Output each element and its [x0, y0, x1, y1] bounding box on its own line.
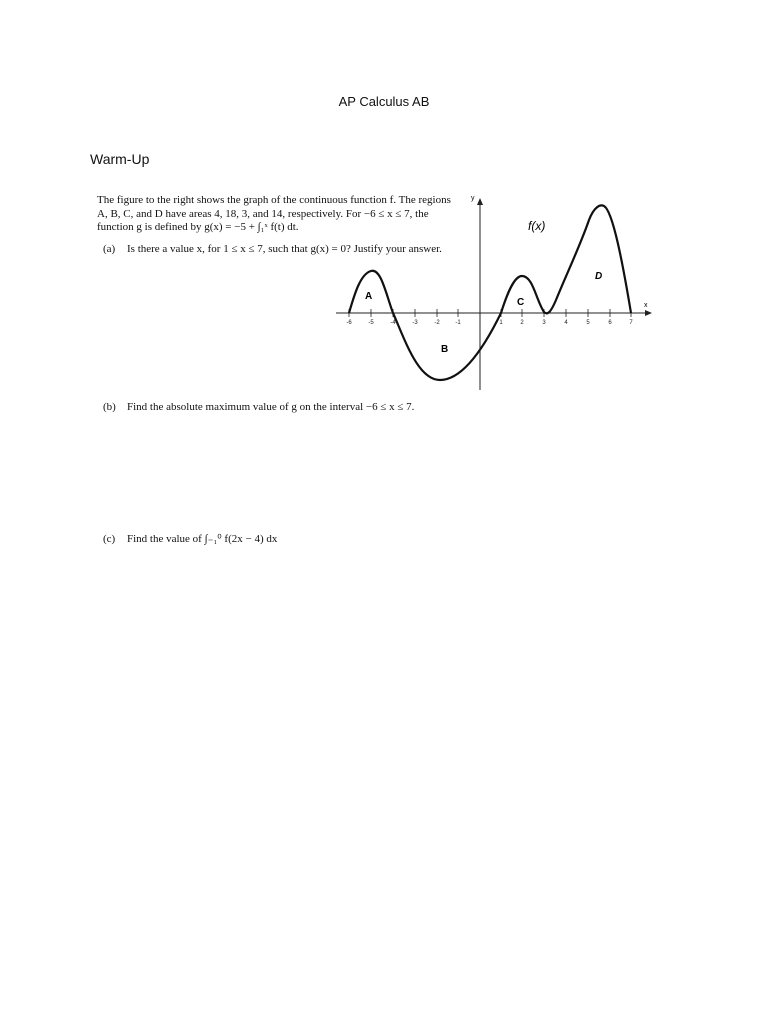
tick-label-neg4: -4	[390, 320, 396, 326]
region-label-b: B	[441, 344, 449, 355]
part-a-text: Is there a value x, for 1 ≤ x ≤ 7, such that g(x) = 0? Justify your answer.	[127, 243, 442, 255]
region-label-d: D	[595, 271, 603, 282]
function-graph	[330, 190, 660, 395]
part-a-label: (a)	[103, 243, 116, 255]
region-label-c: C	[517, 297, 525, 308]
part-b-text: Find the absolute maximum value of g on the interval −6 ≤ x ≤ 7.	[127, 401, 415, 413]
tick-label-neg2: -2	[434, 320, 440, 326]
document-title: AP Calculus AB	[338, 94, 430, 109]
part-b-label: (b)	[103, 401, 116, 413]
tick-label-3: 3	[542, 320, 546, 326]
section-heading: Warm-Up	[90, 151, 150, 167]
x-axis-arrow-icon	[645, 310, 652, 316]
function-label: f(x)	[528, 219, 546, 233]
tick-label-neg6: -6	[346, 320, 352, 326]
tick-label-neg1: -1	[455, 320, 461, 326]
tick-label-1: 1	[499, 320, 503, 326]
tick-label-4: 4	[564, 320, 568, 326]
x-axis-label: x	[644, 302, 648, 309]
y-axis-arrow-icon	[477, 198, 483, 205]
tick-label-neg3: -3	[412, 320, 418, 326]
part-c	[97, 533, 497, 547]
tick-label-neg5: -5	[368, 320, 374, 326]
region-label-a: A	[365, 291, 373, 302]
tick-label-6: 6	[608, 320, 612, 326]
tick-label-5: 5	[586, 320, 590, 326]
part-b	[97, 401, 497, 415]
function-curve	[349, 205, 631, 380]
part-c-text: Find the value of ∫₋₁⁰ f(2x − 4) dx	[127, 533, 278, 545]
problem-intro: The figure to the right shows the graph of the continuous function f. The regions A, B, C, and D have areas 4, 18, 3, and 14, respectively. For −6 ≤ x ≤ 7, the function g is defined by g(x) = −5 + ∫₁ˣ f(t) dt.	[97, 194, 451, 233]
part-c-label: (c)	[103, 533, 116, 545]
tick-label-2: 2	[520, 320, 524, 326]
tick-label-7: 7	[629, 320, 633, 326]
y-axis-label: y	[471, 195, 475, 202]
